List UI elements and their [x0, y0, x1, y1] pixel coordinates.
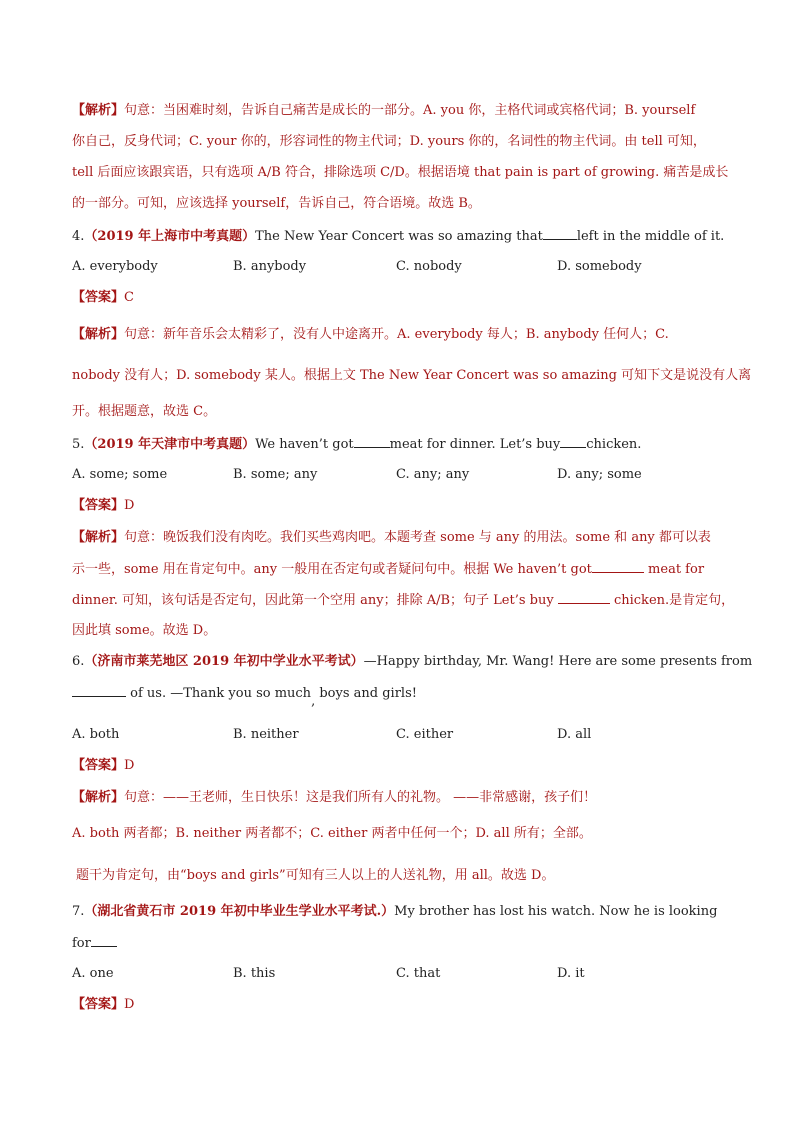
q3-analysis-line-2: 你自己，反身代词；C. your 你的，形容词性的物主代词；D. yours 你的，名词性的物主代词。由 tell 可知， [72, 134, 706, 149]
q4-option-b: B. anybody [233, 259, 307, 274]
q7-stem-line-2 [72, 933, 117, 954]
analysis-text: 句意：当困难时刻，告诉自己痛苦是成长的一部分。A. you 你，主格代词或宾格代词；B. yourself [124, 103, 696, 118]
q6-analysis-line-2: A. both 两者都；B. neither 两者都不；C. either 两者中任何一个；D. all 所有；全部。 [72, 826, 592, 841]
q3-analysis-line-4: 的一部分。可知，应该选择 yourself，告诉自己，符合语境。故选 B。 [72, 196, 481, 211]
question-source: （2019 年上海市中考真题） [84, 229, 256, 244]
q5-option-c: C. any; any [396, 467, 470, 482]
q6-answer [72, 756, 134, 776]
q3-analysis-line-3: tell 后面应该跟宾语，只有选项 A/B 符合，排除选项 C/D。根据语境 that pain is part of growing. 痛苦是成长 [72, 165, 729, 180]
q4-option-c: C. nobody [396, 259, 462, 274]
answer-tag: 【答案】 [72, 498, 125, 513]
stem-text: boys and girls! [319, 686, 417, 701]
analysis-text: chicken.是肯定句， [613, 593, 735, 608]
analysis-tag: 【解析】 [72, 103, 125, 118]
q4-analysis-line-2: nobody 没有人；D. somebody 某人。根据上文 The New Year Concert was so amazing 可知下文是说没有人离 [72, 368, 752, 383]
analysis-tag: 【解析】 [72, 530, 125, 545]
question-source: （济南市莱芜地区 2019 年初中学业水平考试） [84, 654, 364, 669]
q6-stem-line-1 [72, 652, 752, 672]
q4-answer [72, 288, 134, 308]
q7-option-b: B. this [233, 966, 276, 981]
q6-option-a: A. both [72, 727, 120, 742]
stem-text: of us. —Thank you so much [130, 686, 312, 701]
analysis-text: 句意：——王老师，生日快乐！这是我们所有人的礼物。 ——非常感谢，孩子们！ [124, 790, 597, 805]
q4-analysis-line-1 [72, 325, 669, 345]
q5-option-d: D. any; some [557, 467, 642, 482]
analysis-text: 句意：晚饭我们没有肉吃。我们买些鸡肉吧。本题考查 some 与 any 的用法。some 和 any 都可以表 [124, 530, 711, 545]
q4-stem [72, 226, 724, 247]
q6-option-b: B. neither [233, 727, 299, 742]
question-source: （2019 年天津市中考真题） [84, 437, 256, 452]
analysis-text: 句意：新年音乐会太精彩了，没有人中途离开。A. everybody 每人；B. anybody 任何人；C. [124, 327, 669, 342]
q5-analysis-line-4: 因此填 some。故选 D。 [72, 623, 217, 638]
answer-tag: 【答案】 [72, 758, 125, 773]
q5-stem [72, 434, 641, 455]
answer-blank [354, 434, 390, 448]
q4-analysis-line-3: 开。根据题意，故选 C。 [72, 404, 217, 419]
answer-value: D [124, 498, 135, 513]
analysis-text: meat for [648, 562, 705, 577]
q6-option-d: D. all [557, 727, 592, 742]
q5-option-a: A. some; some [72, 467, 168, 482]
q6-stem-line-2: of us. —Thank you so much, boys and girls! [72, 683, 417, 704]
answer-blank [72, 683, 126, 697]
stem-text: —Happy birthday, Mr. Wang! Here are some presents from [363, 654, 753, 669]
stem-text: for [72, 936, 91, 951]
stem-text: My brother has lost his watch. Now he is looking [394, 904, 718, 919]
answer-value: C [124, 290, 134, 305]
q4-option-d: D. somebody [557, 259, 642, 274]
question-number: 4. [72, 229, 85, 244]
q7-stem-line-1 [72, 902, 717, 922]
q7-option-a: A. one [72, 966, 114, 981]
stem-text: meat for dinner. Let’s buy [389, 437, 561, 452]
question-number: 6. [72, 654, 85, 669]
question-source: （湖北省黄石市 2019 年初中毕业生学业水平考试.） [84, 904, 395, 919]
q5-option-b: B. some; any [233, 467, 318, 482]
q6-option-c: C. either [396, 727, 454, 742]
stem-text: left in the middle of it. [576, 229, 725, 244]
answer-blank [592, 559, 644, 573]
answer-value: D [124, 997, 135, 1012]
analysis-tag: 【解析】 [72, 790, 125, 805]
answer-blank [91, 933, 117, 947]
analysis-text: dinner. 可知，该句话是否定句，因此第一个空用 any；排除 A/B；句子 Let’s buy [72, 593, 554, 608]
answer-tag: 【答案】 [72, 997, 125, 1012]
answer-blank [560, 434, 586, 448]
answer-value: D [124, 758, 135, 773]
q7-option-d: D. it [557, 966, 585, 981]
analysis-tag: 【解析】 [72, 327, 125, 342]
q7-option-c: C. that [396, 966, 441, 981]
question-number: 5. [72, 437, 85, 452]
q5-analysis-line-3 [72, 590, 734, 611]
q5-analysis-line-2 [72, 559, 704, 580]
analysis-text: 示一些，some 用在肯定句中。any 一般用在否定句或者疑问句中。根据 We haven’t got [72, 562, 592, 577]
q6-analysis-line-3: 题干为肯定句，由“boys and girls”可知有三人以上的人送礼物，用 all。故选 D。 [76, 868, 555, 883]
answer-blank [543, 226, 577, 240]
q5-answer [72, 496, 134, 516]
q7-answer [72, 995, 134, 1015]
answer-blank [558, 590, 610, 604]
stem-text: chicken. [586, 437, 642, 452]
question-number: 7. [72, 904, 85, 919]
answer-tag: 【答案】 [72, 290, 125, 305]
q6-analysis-line-1 [72, 788, 596, 808]
q5-analysis-line-1 [72, 528, 711, 548]
stem-text: The New Year Concert was so amazing that [255, 229, 543, 244]
q3-analysis-line-1 [72, 101, 695, 121]
q4-option-a: A. everybody [72, 259, 158, 274]
stem-text: We haven’t got [255, 437, 354, 452]
